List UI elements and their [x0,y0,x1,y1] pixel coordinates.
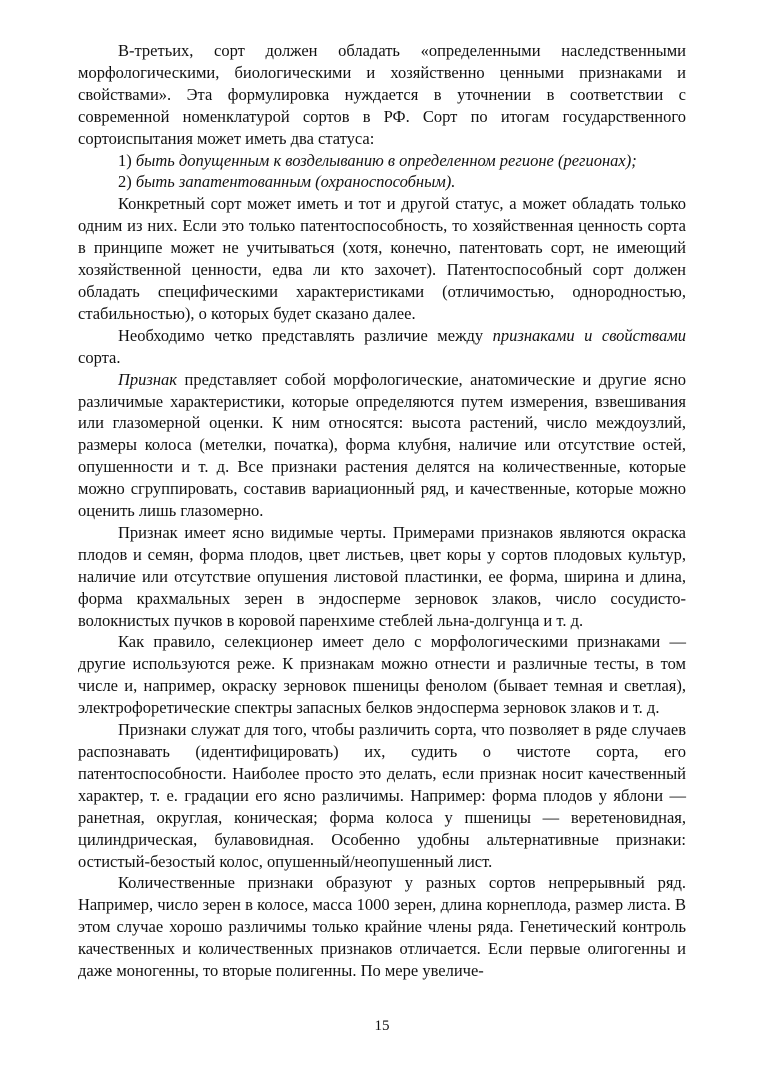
paragraph-4-text: представляет собой морфологические, анатомические и другие ясно различимые характеристики, которые определяются путем измерения, взвешивания или глазомерной оценки. К ним относятся: высота растений, число междоузлий, размеры колоса (метелки, початка), форма клубня, наличие или отсутствие остей, опушенности и т. д. Все признаки растения делятся на количественные, которые можно сгруппировать, составив вариационный ряд, и качественные, которые можно оценить лишь глазомерно. [78,369,686,521]
list-item-2-number: 2) [118,172,132,192]
paragraph-4-term: Признак [118,369,178,389]
paragraph-7: Признаки служат для того, чтобы различить сорта, что позволяет в ряде случаев распознавать (идентифицировать) их, судить о чистоте сорта, его патентоспособности. Наиболее просто это делать, если признак носит качественный характер, т. е. градации его ясно различимы. Например: форма плодов у яблони — ранетная, округлая, коническая; форма колоса у пшеницы — веретеновидная, цилиндрическая, булавовидная. Особенно удобны альтернативные признаки: остистый-безостый колос, опушенный/неопушенный лист. [78,720,686,871]
list-item-2-text: быть запатентованным (охраноспособным). [135,172,456,192]
list-item-1-number: 1) [118,150,132,170]
body-text [78,40,686,982]
paragraph-3 [78,325,686,369]
paragraph-3-after: сорта. [78,347,121,367]
list-item-1 [78,150,686,172]
paragraph-6: Как правило, селекционер имеет дело с морфологическими признаками — другие используются реже. К признакам можно отнести и различные тесты, в том числе и, например, окраску зерновок пшеницы фенолом (бывает темная и светлая), электрофоретические спектры запасных белков эндосперма зерновок злаков и т. д. [78,632,686,718]
page-number: 15 [374,1018,390,1034]
paragraph-1: В-третьих, сорт должен обладать «определенными наследственными морфологическими, биологическими и хозяйственно ценными признаками и свойствами». Эта формулировка нуждается в уточнении в соответствии с современной номенклатурой сортов в РФ. Сорт по итогам государственного сортоиспытания может иметь два статуса: [78,41,686,148]
paragraph-3-before: Необходимо четко представлять различие между [118,325,493,345]
paragraph-3-italic: признаками и свойствами [492,325,686,345]
list-item-2 [78,171,686,193]
list-item-1-text: быть допущенным к возделыванию в определенном регионе (регионах); [135,150,637,170]
paragraph-8: Количественные признаки образуют у разных сортов непрерывный ряд. Например, число зерен в колосе, масса 1000 зерен, длина корнеплода, размер листа. В этом случае хорошо различимы только крайние члены ряда. Генетический контроль качественных и количественных признаков отличается. Если первые олигогенны и даже моногенны, то вторые полигенны. По мере увеличе- [78,873,686,981]
paragraph-2: Конкретный сорт может иметь и тот и другой статус, а может обладать только одним из них. Если это только патентоспособность, то хозяйственная ценность сорта в принципе может не учитываться (хотя, конечно, патентовать сорт, не имеющий хозяйственной ценности, едва ли кто захочет). Патентоспособный сорт должен обладать специфическими характеристиками (отличимостью, однородностью, стабильностью), о которых будет сказано далее. [78,194,686,323]
paragraph-5: Признак имеет ясно видимые черты. Примерами признаков являются окраска плодов и семян, форма плодов, цвет листьев, цвет коры у сортов плодовых культур, наличие или отсутствие опушения листовой пластинки, ее форма, ширина и длина, форма крахмальных зерен в эндосперме зерновок злаков, число сосудисто-волокнистых пучков в коровой паренхиме стеблей льна-долгунца и т. д. [78,522,686,630]
paragraph-4 [78,369,686,522]
